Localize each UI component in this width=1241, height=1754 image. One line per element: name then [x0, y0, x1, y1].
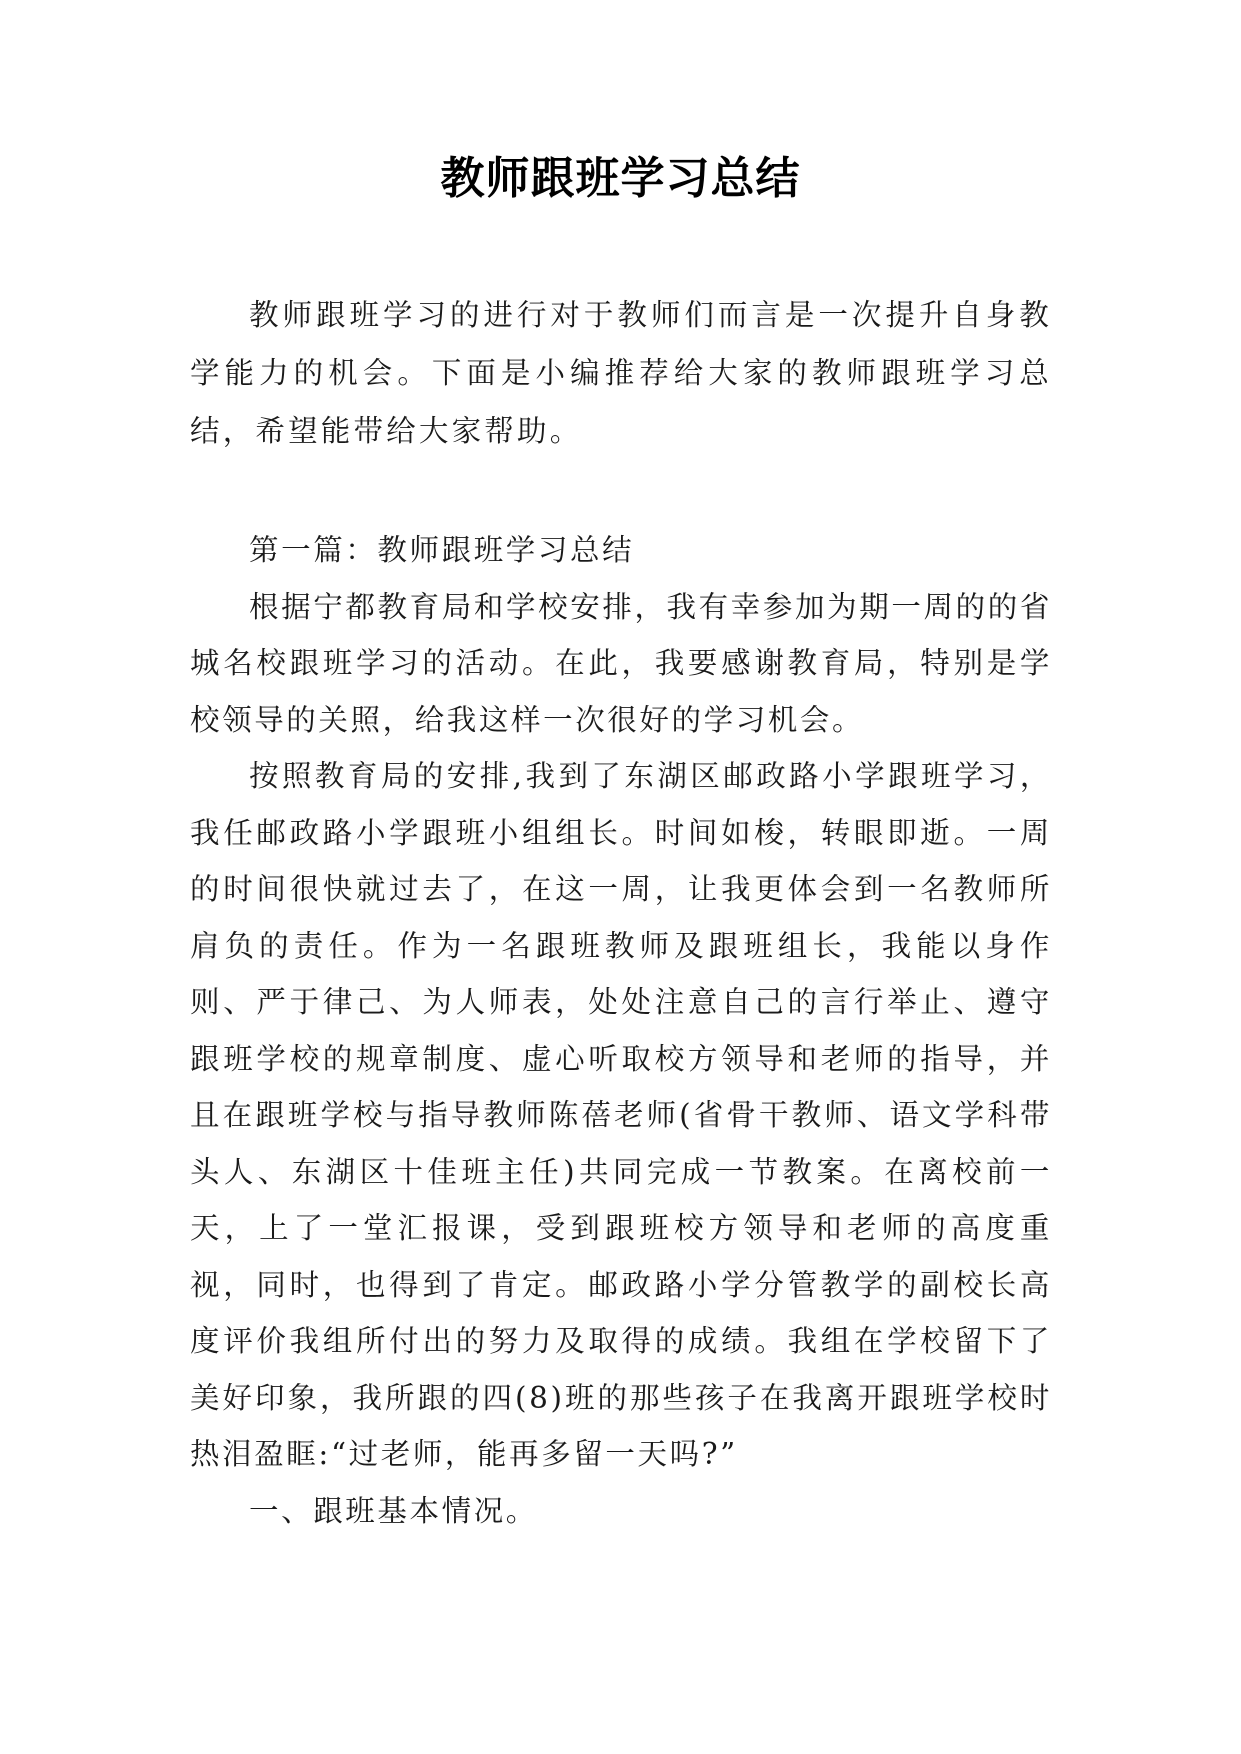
sub-heading: 一、跟班基本情况。: [249, 1493, 538, 1528]
body-paragraph: 按照教育局的安排,我到了东湖区邮政路小学跟班学习，我任邮政路小学跟班小组组长。时间如梭，转眼即逝。一周的时间很快就过去了，在这一周，让我更体会到一名教师所肩负的责任。作为一名跟班教师及跟班组长，我能以身作则、严于律己、为人师表，处处注意自己的言行举止、遵守跟班学校的规章制度、虚心听取校方领导和老师的指导，并且在跟班学校与指导教师陈蓓老师(省骨干教师、语文学科带头人、东湖区十佳班主任)共同完成一节教案。在离校前一天，上了一堂汇报课，受到跟班校方领导和老师的高度重视，同时，也得到了肯定。邮政路小学分管教学的副校长高度评价我组所付出的努力及取得的成绩。我组在学校留下了美好印象，我所跟的四(8)班的那些孩子在我离开跟班学校时热泪盈眶:“过老师，能再多留一天吗?”: [190, 759, 1052, 1471]
intro-section: [190, 286, 1052, 460]
main-section: [190, 522, 1052, 1539]
document-title: 教师跟班学习总结: [440, 153, 801, 204]
intro-paragraph: 教师跟班学习的进行对于教师们而言是一次提升自身教学能力的机会。下面是小编推荐给大家的教师跟班学习总结，希望能带给大家帮助。: [190, 298, 1052, 448]
section-heading: 第一篇：教师跟班学习总结: [249, 533, 635, 567]
body-paragraph: 根据宁都教育局和学校安排，我有幸参加为期一周的的省城名校跟班学习的活动。在此，我要感谢教育局，特别是学校领导的关照，给我这样一次很好的学习机会。: [190, 589, 1052, 737]
